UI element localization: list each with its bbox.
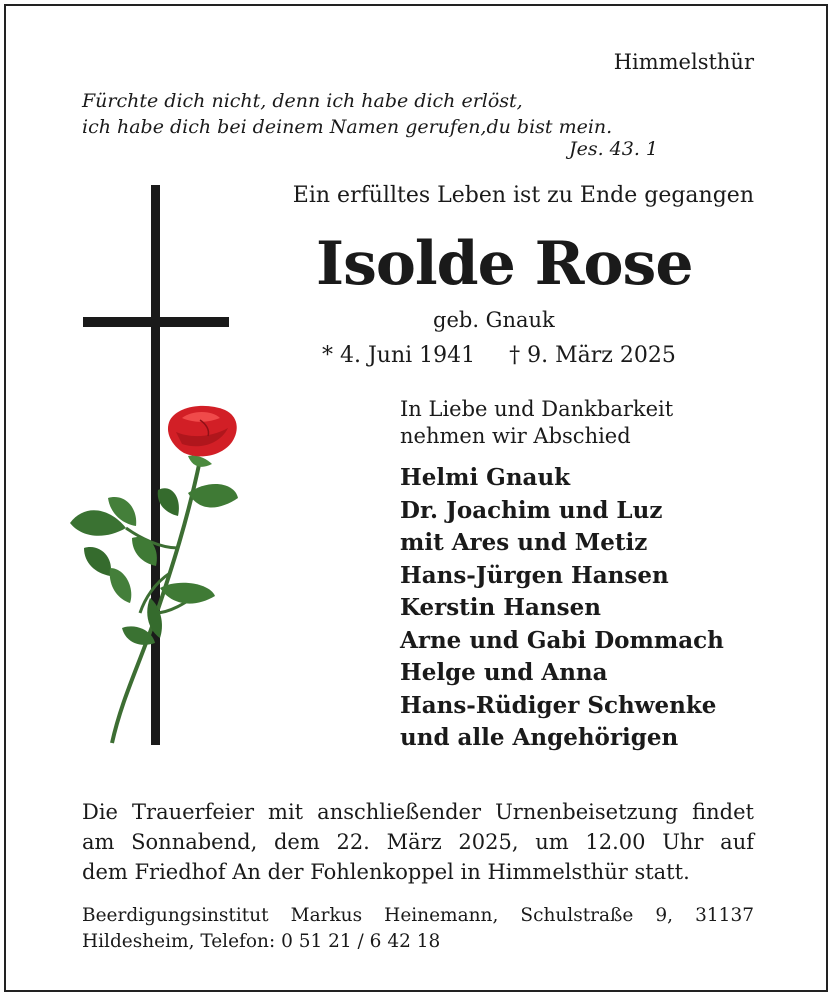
verse-line-1: Fürchte dich nicht, denn ich habe dich erlöst, bbox=[82, 90, 523, 112]
life-dates bbox=[322, 343, 676, 368]
rose-icon bbox=[60, 398, 250, 748]
mourner: und alle Angehörigen bbox=[400, 724, 679, 751]
bible-verse bbox=[82, 88, 612, 140]
mourners-list bbox=[400, 462, 724, 755]
mourner: mit Ares und Metiz bbox=[400, 529, 648, 556]
verse-reference: Jes. 43. 1 bbox=[568, 138, 658, 160]
mourner: Arne und Gabi Dommach bbox=[400, 626, 724, 654]
mourner: Helmi Gnauk bbox=[400, 464, 571, 491]
mourner: Kerstin Hansen bbox=[400, 594, 601, 621]
undertaker-info bbox=[82, 903, 754, 955]
mourner: Dr. Joachim und Luz bbox=[400, 496, 663, 524]
service-line-3: dem Friedhof An der Fohlenkoppel in Himmelsthür statt. bbox=[82, 860, 690, 884]
verse-line-2: ich habe dich bei deinem Namen gerufen,du bist mein. bbox=[82, 116, 613, 138]
farewell-text bbox=[400, 396, 673, 450]
mourner: Hans-Rüdiger Schwenke bbox=[400, 691, 717, 719]
deceased-name: Isolde Rose bbox=[316, 229, 693, 299]
birth-date: * 4. Juni 1941 bbox=[322, 343, 476, 368]
undertaker-line-1: Beerdigungsinstitut Markus Heinemann, Schulstraße 9, 31137 bbox=[82, 905, 754, 926]
birth-name: geb. Gnauk bbox=[433, 308, 555, 332]
mourner: Hans-Jürgen Hansen bbox=[400, 561, 669, 589]
service-info bbox=[82, 797, 754, 887]
service-line-1: Die Trauerfeier mit anschließender Urnenbeisetzung findet bbox=[82, 800, 754, 824]
cross-bar bbox=[83, 317, 229, 327]
undertaker-line-2: Hildesheim, Telefon: 0 51 21 / 6 42 18 bbox=[82, 931, 441, 952]
mourner: Helge und Anna bbox=[400, 659, 608, 686]
farewell-line-1: In Liebe und Dankbarkeit bbox=[400, 397, 674, 421]
intro-text: Ein erfülltes Leben ist zu Ende gegangen bbox=[292, 183, 754, 208]
service-line-2: am Sonnabend, dem 22. März 2025, um 12.00 Uhr auf bbox=[82, 830, 754, 854]
farewell-line-2: nehmen wir Abschied bbox=[400, 424, 631, 448]
place-name: Himmelsthür bbox=[613, 50, 754, 74]
death-date: † 9. März 2025 bbox=[509, 343, 676, 368]
